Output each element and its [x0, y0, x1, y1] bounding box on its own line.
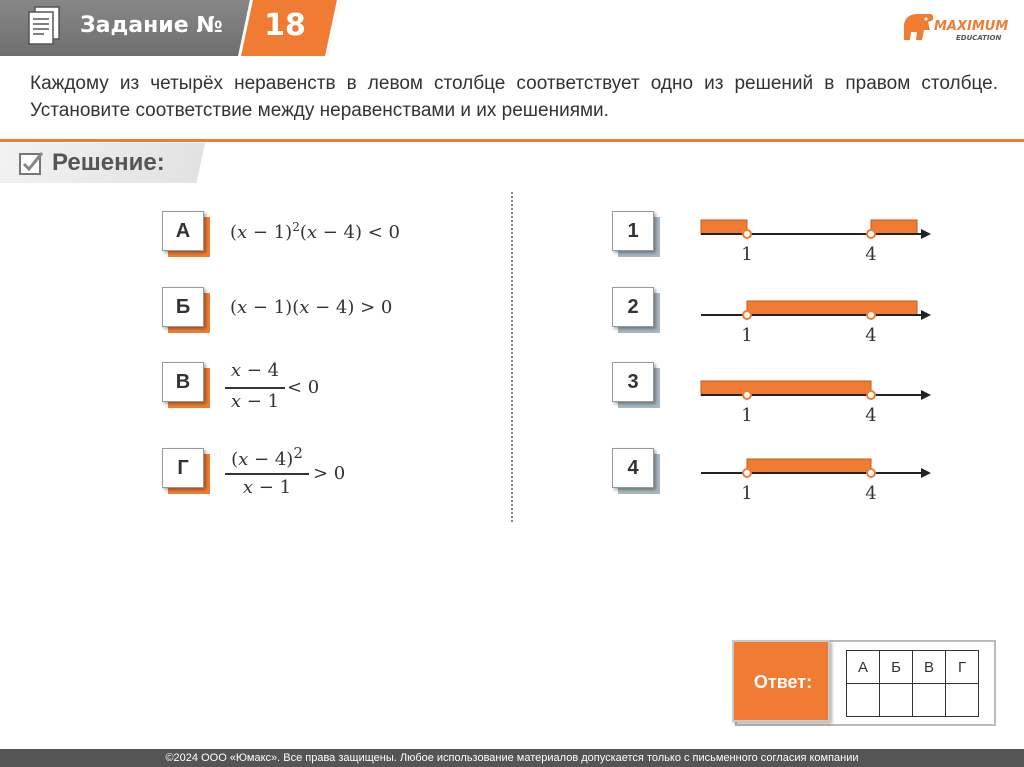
maximum-logo [900, 10, 1018, 46]
checkbox-icon [18, 150, 44, 176]
letter-label: В [162, 362, 204, 402]
tick-label-1: 1 [741, 325, 753, 346]
logo-text: MAXIMUM [934, 19, 1009, 34]
inequality-g: $(x - 4)^2$ x − 1 > 0 [225, 442, 365, 502]
answer-header-a: А [847, 651, 880, 684]
number-box-4 [612, 448, 662, 496]
number-line-1 [695, 215, 935, 265]
answer-header-g: Г [946, 651, 979, 684]
header [0, 0, 1024, 66]
answer-panel [732, 640, 996, 726]
tick-label-4: 4 [865, 405, 877, 426]
tick-label-4: 4 [865, 244, 877, 265]
tick-label-4: 4 [865, 325, 877, 346]
solution-title: Решение: [52, 149, 165, 176]
number-label: 4 [612, 448, 654, 488]
number-box-1 [612, 211, 662, 259]
answer-header-b: Б [880, 651, 913, 684]
letter-label: Б [162, 287, 204, 327]
separator-line [0, 139, 1024, 142]
number-label: 2 [612, 287, 654, 327]
answer-cell-v[interactable] [913, 684, 946, 717]
number-box-3 [612, 362, 662, 410]
tick-label-4: 4 [865, 483, 877, 504]
header-title: Задание № [80, 13, 223, 38]
tick-label-1: 1 [741, 244, 753, 265]
task-text: Каждому из четырёх неравенств в левом столбце соответствует одно из решений в правом столбце. Установите соответствие между неравенствами и их решениями. [30, 73, 998, 121]
answer-label: Ответ: [753, 672, 813, 692]
answer-header-v: В [913, 651, 946, 684]
answer-table [846, 650, 979, 717]
tick-label-1: 1 [741, 483, 753, 504]
column-divider [511, 192, 513, 522]
inequality-b: (x − 1)(x − 4) > 0 [230, 297, 393, 318]
letter-label: А [162, 211, 204, 251]
inequality-a: $(x - 1)^2(x - 4) < 0$ [230, 220, 400, 243]
number-label: 3 [612, 362, 654, 402]
letter-box-g [162, 448, 212, 496]
letter-box-b [162, 287, 212, 335]
answer-cell-a[interactable] [847, 684, 880, 717]
number-line-4 [695, 454, 935, 504]
letter-box-a [162, 211, 212, 259]
answer-cell-g[interactable] [946, 684, 979, 717]
answer-cell-b[interactable] [880, 684, 913, 717]
tick-label-1: 1 [741, 405, 753, 426]
footer: ©2024 ООО «Юмакс». Все права защищены. Любое использование материалов допускается только с письменного согласия компании [0, 749, 1024, 767]
letter-box-v [162, 362, 212, 410]
number-line-3 [695, 376, 935, 426]
number-line-2 [695, 296, 935, 346]
number-box-2 [612, 287, 662, 335]
elephant-logo-icon [900, 10, 936, 44]
number-label: 1 [612, 211, 654, 251]
inequality-v: x − 4 x − 1 < 0 [225, 360, 335, 416]
task-number: 18 [264, 8, 306, 43]
answer-label-box [732, 640, 830, 722]
document-icon [26, 6, 62, 46]
letter-label: Г [162, 448, 204, 488]
logo-subtext: EDUCATION [956, 34, 1002, 42]
